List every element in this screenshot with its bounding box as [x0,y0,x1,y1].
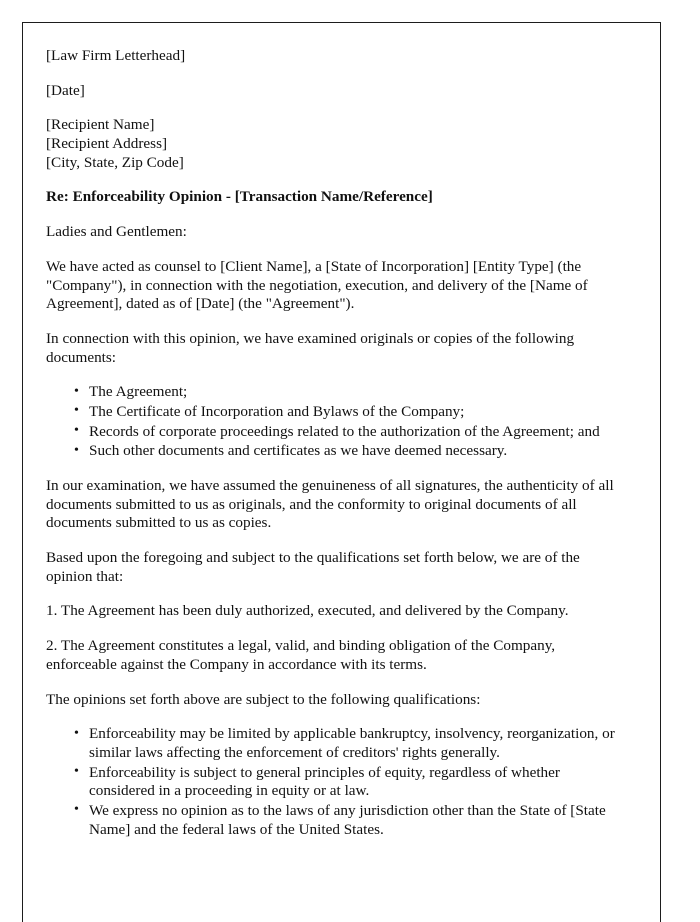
salutation: Ladies and Gentlemen: [46,223,187,241]
list-item: • Enforceability may be limited by applicable bankruptcy, insolvency, reorganization, or similar laws affecting the enforcement of creditors' rights generally. [74,725,626,762]
qualifications-list [46,725,626,839]
recipient-address-block [46,116,626,172]
date-placeholder: [Date] [46,81,85,99]
list-item: • Records of corporate proceedings related to the authorization of the Agreement; and [74,423,626,442]
opinion-lead-in: Based upon the foregoing and subject to the qualifications set forth below, we are of the opinion that: [46,549,580,585]
opinion-item-1: 1. The Agreement has been duly authorized, executed, and delivered by the Company. [46,602,569,620]
letterhead-placeholder: [Law Firm Letterhead] [46,47,186,64]
recipient-address: [Recipient Address] [46,135,168,153]
opinion-item-2: 2. The Agreement constitutes a legal, valid, and binding obligation of the Company, enforceable against the Company in accordance with its terms. [46,637,556,673]
recipient-name: [Recipient Name] [46,116,155,134]
intro-paragraph: We have acted as counsel to [Client Name], a [State of Incorporation] [Entity Type] (the "Company"), in connection with the negotiation, execution, and delivery of the [Name of Agreement], dated as of [Date] (the "Agreement"). [46,257,588,313]
assumptions-paragraph: In our examination, we have assumed the genuineness of all signatures, the authenticity of all documents submitted to us as originals, and the conformity to original documents of all documents submitted to us as copies. [46,477,614,532]
list-item: • Such other documents and certificates as we have deemed necessary. [74,442,626,461]
examination-lead-in: In connection with this opinion, we have examined originals or copies of the following documents: [46,329,575,366]
list-item: • The Agreement; [74,383,626,402]
recipient-city-state-zip: [City, State, Zip Code] [46,153,184,171]
examined-documents-list [46,383,626,461]
list-item: • The Certificate of Incorporation and Bylaws of the Company; [74,403,626,422]
list-item: • Enforceability is subject to general principles of equity, regardless of whether considered in a proceeding in equity or at law. [74,764,626,801]
subject-line: Re: Enforceability Opinion - [Transaction Name/Reference] [46,188,433,206]
document-body [46,47,626,855]
document-page [22,22,661,922]
list-item: • We express no opinion as to the laws of any jurisdiction other than the State of [State Name] and the federal laws of the United States. [74,802,626,839]
qualifications-lead-in: The opinions set forth above are subject to the following qualifications: [46,690,481,708]
